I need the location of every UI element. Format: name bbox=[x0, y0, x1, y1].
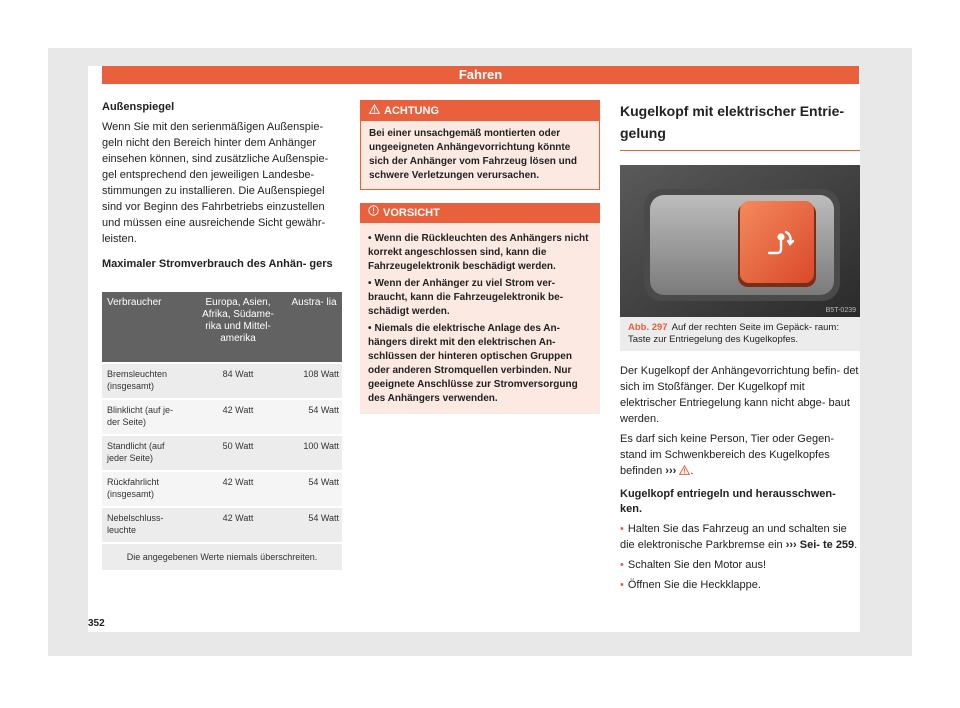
list-item: • Schalten Sie den Motor aus! bbox=[620, 559, 767, 571]
table-cell: Bremsleuchten (insgesamt) bbox=[107, 369, 168, 391]
list-item: • Halten Sie das Fahrzeug an und schalten sie die elektronische Parkbremse ein ››› Sei- te 259. bbox=[620, 523, 858, 551]
table-cell: Rückfahrlicht (insgesamt) bbox=[107, 477, 160, 499]
list-item: • Niemals die elektrische Anlage des An- hängers direkt mit den elektrischen An- schlüssen der hinteren optischen Gruppen oder anderen Stromquellen verbinden. Nur geeignete Anschlüsse zur Stromversorgung des Anhängers verwenden. bbox=[368, 323, 578, 404]
warning-label: ACHTUNG bbox=[384, 105, 439, 117]
table-cell: 54 Watt bbox=[308, 477, 339, 487]
table-cell: 42 Watt bbox=[222, 513, 254, 523]
bullet-icon: • bbox=[620, 523, 624, 535]
bullet-icon: • bbox=[620, 579, 624, 591]
power-table bbox=[102, 292, 342, 570]
list-item: • Wenn die Rückleuchten des Anhängers nicht korrekt angeschlossen sind, kann die Fahrzeugelektronik beschädigt werden. bbox=[368, 233, 589, 272]
list-item: • Öffnen Sie die Heckklappe. bbox=[620, 579, 761, 591]
paragraph: Es darf sich keine Person, Tier oder Gegen- stand im Schwenkbereich des Kugelkopfes befinden ››› . bbox=[620, 433, 834, 477]
section-header: Fahren bbox=[102, 66, 859, 84]
table-cell: 84 Watt bbox=[222, 369, 254, 379]
column-left bbox=[102, 100, 342, 272]
section-title: Kugelkopf mit elektrischer Entrie- gelung bbox=[620, 100, 860, 151]
table-cell: 42 Watt bbox=[222, 477, 254, 487]
figure-caption bbox=[620, 317, 860, 351]
bullet-icon: • bbox=[368, 233, 372, 244]
list-item: • Wenn der Anhänger zu viel Strom ver- braucht, kann die Fahrzeugelektronik be- schädigt werden. bbox=[368, 278, 564, 317]
caption-text: Auf der rechten Seite im Gepäck- raum: Taste zur Entriegelung des Kugelkopfes. bbox=[628, 322, 839, 345]
caution-body bbox=[360, 223, 600, 414]
cross-reference[interactable]: ››› bbox=[665, 465, 677, 477]
heading-power-consumption: Maximaler Stromverbrauch des Anhän- gers bbox=[102, 258, 333, 270]
table-header-cell: Verbraucher bbox=[107, 297, 162, 308]
figure-label: Abb. 297 bbox=[628, 322, 668, 333]
table-header-cell: Europa, Asien, Afrika, Südame- rika und Mittel- amerika bbox=[202, 297, 274, 344]
table-header bbox=[102, 292, 342, 362]
table-row bbox=[102, 362, 342, 398]
info-circle-icon bbox=[368, 203, 379, 223]
release-button-illustration bbox=[620, 165, 860, 317]
mirrors-paragraph: Wenn Sie mit den serienmäßigen Außenspie- geln nicht den Bereich hinter dem Anhänger einsehen können, sind zusätzliche Außenspie- gel entsprechend den jeweiligen Landesbe- stimmungen zu installieren. Die Außenspiegel sind vor Beginn des Fahrbetriebs einzustellen und müssen eine ausreichende Sicht gewähr- leisten. bbox=[102, 121, 329, 245]
table-cell: Standlicht (auf jeder Seite) bbox=[107, 441, 165, 463]
page-number: 352 bbox=[88, 618, 105, 629]
column-right bbox=[620, 100, 860, 593]
photo-code: B5T-0239 bbox=[825, 307, 856, 314]
table-row bbox=[102, 434, 342, 470]
table-row bbox=[102, 506, 342, 542]
table-footnote: Die angegebenen Werte niemals überschreiten. bbox=[102, 542, 342, 570]
caution-header bbox=[360, 203, 600, 223]
caution-label: VORSICHT bbox=[383, 207, 440, 219]
caution-box bbox=[360, 203, 600, 414]
warning-text: Bei einer unsachgemäß montierten oder ungeeigneten Anhängevorrichtung könnte sich der Anhänger vom Fahrzeug lösen und schwere Verletzungen verursachen. bbox=[361, 121, 599, 189]
paragraph: Der Kugelkopf der Anhängevorrichtung befin- det sich im Stoßfänger. Der Kugelkopf mit elektrischer Entriegelung kann nicht abge- baut werden. bbox=[620, 365, 859, 425]
table-cell: Nebelschluss- leuchte bbox=[107, 513, 164, 535]
table-cell: 54 Watt bbox=[308, 405, 339, 415]
bullet-icon: • bbox=[620, 559, 624, 571]
cross-reference[interactable]: ››› Sei- te 259 bbox=[785, 539, 855, 551]
tow-hitch-button-photo bbox=[620, 165, 860, 317]
table-cell: 100 Watt bbox=[303, 441, 339, 451]
bullet-icon: • bbox=[368, 278, 372, 289]
table-cell: 50 Watt bbox=[222, 441, 254, 451]
heading-mirrors: Außenspiegel bbox=[102, 101, 175, 113]
warning-header bbox=[361, 101, 599, 121]
column-middle bbox=[360, 100, 600, 414]
table-cell: Blinklicht (auf je- der Seite) bbox=[107, 405, 174, 427]
warning-triangle-icon bbox=[679, 465, 690, 477]
table-row bbox=[102, 470, 342, 506]
sub-heading: Kugelkopf entriegeln und herausschwen- ken. bbox=[620, 488, 836, 515]
table-cell: 108 Watt bbox=[303, 369, 339, 379]
table-cell: 42 Watt bbox=[222, 405, 254, 415]
table-cell: 54 Watt bbox=[308, 513, 339, 523]
table-row bbox=[102, 398, 342, 434]
table-header-cell: Austra- lia bbox=[291, 297, 337, 308]
bullet-icon: • bbox=[368, 323, 372, 334]
warning-triangle-icon bbox=[369, 101, 380, 121]
warning-box bbox=[360, 100, 600, 190]
